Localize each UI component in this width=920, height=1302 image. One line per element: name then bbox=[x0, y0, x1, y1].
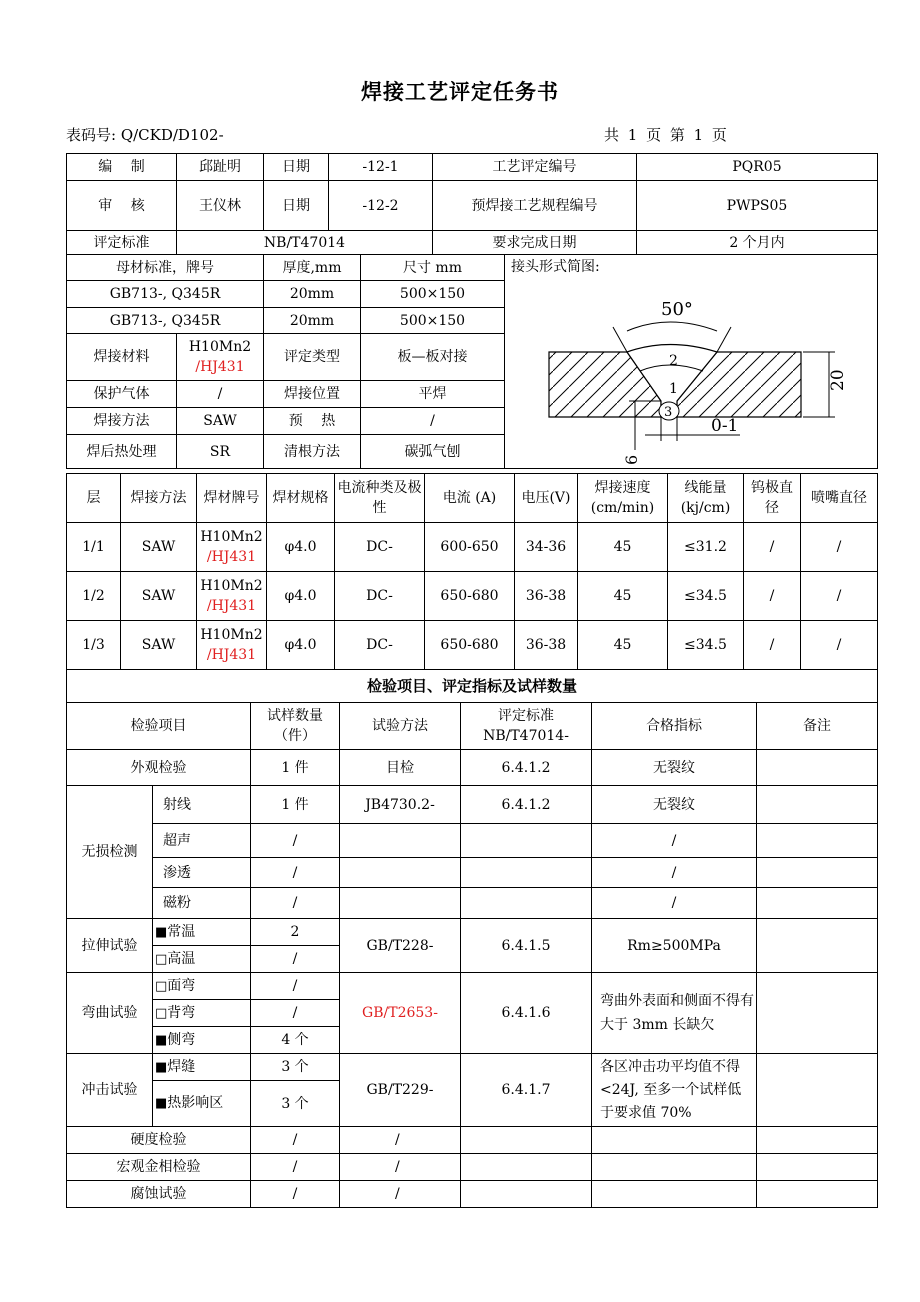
base-row-2-thk: 20mm bbox=[264, 308, 361, 334]
filler-line-2: /HJ431 bbox=[206, 598, 257, 614]
tungsten-dia: / bbox=[744, 523, 801, 572]
ndt-label: 无损检测 bbox=[67, 786, 153, 919]
mt-item: 磁粉 bbox=[153, 888, 251, 919]
ut-std bbox=[461, 824, 592, 858]
joint-diagram bbox=[505, 275, 869, 465]
pt-method bbox=[340, 858, 461, 888]
rt-item: 射线 bbox=[153, 786, 251, 824]
angle-label: 50° bbox=[661, 299, 693, 320]
visual-item: 外观检验 bbox=[67, 750, 251, 786]
impact-haz-item bbox=[153, 1081, 251, 1127]
heat-input: ≤34.5 bbox=[668, 621, 744, 670]
mt-note bbox=[757, 888, 878, 919]
type-value: 板—板对接 bbox=[361, 334, 505, 381]
material-line-2: /HJ431 bbox=[195, 359, 245, 375]
document-title: 焊接工艺评定任务书 bbox=[361, 80, 559, 104]
impact-criteria: 各区冲击功平均值不得<24J, 至多一个试样低于要求值 70% bbox=[592, 1054, 757, 1127]
base-row-1-std: GB713-, Q345R bbox=[67, 281, 264, 308]
diagram-label: 接头形式简图: bbox=[511, 259, 600, 275]
param-header: 焊接方法 bbox=[121, 474, 197, 523]
polarity: DC- bbox=[335, 572, 425, 621]
pt-item: 渗透 bbox=[153, 858, 251, 888]
date-label: 日期 bbox=[264, 154, 329, 181]
rt-qty: 1 件 bbox=[251, 786, 340, 824]
bend-face-qty: / bbox=[251, 973, 340, 1000]
rt-std: 6.4.1.2 bbox=[461, 786, 592, 824]
params-table bbox=[66, 473, 878, 670]
nozzle-dia: / bbox=[801, 621, 878, 670]
corrosion-method: / bbox=[340, 1181, 461, 1208]
h-std-line-1: 评定标准 bbox=[498, 708, 554, 724]
type-label: 评定类型 bbox=[264, 334, 361, 381]
position-value: 平焊 bbox=[361, 381, 505, 408]
impact-haz-label: 热影响区 bbox=[167, 1095, 224, 1111]
travel-speed: 45 bbox=[578, 572, 668, 621]
tensile-rt-item bbox=[153, 919, 251, 946]
h-qty bbox=[251, 703, 340, 750]
weld-method: SAW bbox=[121, 621, 197, 670]
impact-weld-item bbox=[153, 1054, 251, 1081]
prepared-date: -12-1 bbox=[329, 154, 433, 181]
mt-criteria: / bbox=[592, 888, 757, 919]
pass-2-label: 2 bbox=[669, 353, 678, 369]
layer: 1/1 bbox=[67, 523, 121, 572]
macro-method: / bbox=[340, 1154, 461, 1181]
base-row-2-std: GB713-, Q345R bbox=[67, 308, 264, 334]
heat-input: ≤34.5 bbox=[668, 572, 744, 621]
pqr-no: PQR05 bbox=[637, 154, 878, 181]
nozzle-dia: / bbox=[801, 572, 878, 621]
hardness-criteria bbox=[592, 1127, 757, 1154]
bend-side-qty: 4 个 bbox=[251, 1027, 340, 1054]
hardness-item: 硬度检验 bbox=[67, 1127, 251, 1154]
tensile-method: GB/T228- bbox=[340, 919, 461, 973]
pqr-label: 工艺评定编号 bbox=[433, 154, 637, 181]
filler-spec: φ4.0 bbox=[267, 523, 335, 572]
due-label: 要求完成日期 bbox=[433, 231, 637, 255]
current: 650-680 bbox=[425, 572, 515, 621]
impact-weld-label: 焊缝 bbox=[167, 1058, 196, 1075]
date-label-2: 日期 bbox=[264, 181, 329, 231]
prepared-label: 编 制 bbox=[67, 154, 177, 181]
base-thk-header: 厚度,mm bbox=[264, 255, 361, 281]
gap-label: 0-1 bbox=[711, 416, 739, 436]
ut-note bbox=[757, 824, 878, 858]
macro-item: 宏观金相检验 bbox=[67, 1154, 251, 1181]
macro-qty: / bbox=[251, 1154, 340, 1181]
tensile-rt-qty: 2 bbox=[251, 919, 340, 946]
ut-item: 超声 bbox=[153, 824, 251, 858]
hardness-method: / bbox=[340, 1127, 461, 1154]
param-header: 焊接速度(cm/min) bbox=[578, 474, 668, 523]
impact-method: GB/T229- bbox=[340, 1054, 461, 1127]
h-std bbox=[461, 703, 592, 750]
visual-std: 6.4.1.2 bbox=[461, 750, 592, 786]
pt-criteria: / bbox=[592, 858, 757, 888]
voltage: 36-38 bbox=[515, 621, 578, 670]
impact-label: 冲击试验 bbox=[67, 1054, 153, 1127]
layer: 1/3 bbox=[67, 621, 121, 670]
corrosion-note bbox=[757, 1181, 878, 1208]
rt-method: JB4730.2- bbox=[340, 786, 461, 824]
visual-method: 目检 bbox=[340, 750, 461, 786]
heat-input: ≤31.2 bbox=[668, 523, 744, 572]
tungsten-dia: / bbox=[744, 572, 801, 621]
tungsten-dia: / bbox=[744, 621, 801, 670]
base-std-header: 母材标准，牌号 bbox=[67, 255, 264, 281]
param-row bbox=[67, 621, 878, 670]
position-label: 焊接位置 bbox=[264, 381, 361, 408]
ut-method bbox=[340, 824, 461, 858]
unchecked-box-icon: □ bbox=[155, 951, 168, 967]
method-label: 焊接方法 bbox=[67, 408, 177, 435]
param-header: 电压(V) bbox=[515, 474, 578, 523]
bend-side-item bbox=[153, 1027, 251, 1054]
param-header: 钨极直径 bbox=[744, 474, 801, 523]
form-code: 表码号: Q/CKD/D102- bbox=[66, 126, 224, 144]
h-item: 检验项目 bbox=[67, 703, 251, 750]
impact-std: 6.4.1.7 bbox=[461, 1054, 592, 1127]
filler bbox=[197, 572, 267, 621]
corrosion-std bbox=[461, 1181, 592, 1208]
preheat-label: 预 热 bbox=[264, 408, 361, 435]
gas-value: / bbox=[177, 381, 264, 408]
macro-criteria bbox=[592, 1154, 757, 1181]
bend-root-item bbox=[153, 1000, 251, 1027]
h-std-line-2: NB/T47014- bbox=[483, 728, 569, 744]
param-header: 层 bbox=[67, 474, 121, 523]
mt-method bbox=[340, 888, 461, 919]
base-size-header: 尺寸 mm bbox=[361, 255, 505, 281]
gas-label: 保护气体 bbox=[67, 381, 177, 408]
macro-note bbox=[757, 1154, 878, 1181]
ut-criteria: / bbox=[592, 824, 757, 858]
param-header: 线能量(kj/cm) bbox=[668, 474, 744, 523]
thickness-label: 20 bbox=[828, 369, 848, 391]
checked-box-icon: ■ bbox=[155, 1032, 168, 1048]
weld-method: SAW bbox=[121, 572, 197, 621]
param-header: 焊材规格 bbox=[267, 474, 335, 523]
checked-box-icon: ■ bbox=[155, 1096, 168, 1111]
bend-face-item bbox=[153, 973, 251, 1000]
material-label: 焊接材料 bbox=[67, 334, 177, 381]
h-method: 试验方法 bbox=[340, 703, 461, 750]
corrosion-criteria bbox=[592, 1181, 757, 1208]
param-header: 喷嘴直径 bbox=[801, 474, 878, 523]
filler-line-2: /HJ431 bbox=[206, 647, 257, 663]
filler-line-1: H10Mn2 bbox=[200, 578, 263, 594]
bend-std: 6.4.1.6 bbox=[461, 973, 592, 1054]
unchecked-box-icon: □ bbox=[155, 978, 168, 994]
filler-spec: φ4.0 bbox=[267, 572, 335, 621]
current: 600-650 bbox=[425, 523, 515, 572]
tensile-label: 拉伸试验 bbox=[67, 919, 153, 973]
reviewed-by: 王仪林 bbox=[177, 181, 264, 231]
base-row-1-thk: 20mm bbox=[264, 281, 361, 308]
ut-qty: / bbox=[251, 824, 340, 858]
layer: 1/2 bbox=[67, 572, 121, 621]
mt-qty: / bbox=[251, 888, 340, 919]
impact-haz-qty: 3 个 bbox=[251, 1081, 340, 1127]
unchecked-box-icon: □ bbox=[155, 1005, 168, 1021]
method-value: SAW bbox=[177, 408, 264, 435]
param-header: 电流 (A) bbox=[425, 474, 515, 523]
rt-criteria: 无裂纹 bbox=[592, 786, 757, 824]
polarity: DC- bbox=[335, 523, 425, 572]
visual-qty: 1 件 bbox=[251, 750, 340, 786]
rt-note bbox=[757, 786, 878, 824]
root-face-label: 6 bbox=[622, 454, 641, 465]
pt-qty: / bbox=[251, 858, 340, 888]
pwps-label: 预焊接工艺规程编号 bbox=[433, 181, 637, 231]
joint-diagram-cell bbox=[505, 255, 878, 469]
tensile-ht-item bbox=[153, 946, 251, 973]
gouge-label: 清根方法 bbox=[264, 435, 361, 469]
bend-method: GB/T2653- bbox=[340, 973, 461, 1054]
bend-root-qty: / bbox=[251, 1000, 340, 1027]
pwht-value: SR bbox=[177, 435, 264, 469]
material-value bbox=[177, 334, 264, 381]
bend-note bbox=[757, 973, 878, 1054]
param-row bbox=[67, 523, 878, 572]
filler bbox=[197, 523, 267, 572]
tensile-ht-qty: / bbox=[251, 946, 340, 973]
filler-line-2: /HJ431 bbox=[206, 549, 257, 565]
filler bbox=[197, 621, 267, 670]
voltage: 34-36 bbox=[515, 523, 578, 572]
standard-label: 评定标准 bbox=[67, 231, 177, 255]
tensile-std: 6.4.1.5 bbox=[461, 919, 592, 973]
material-line-1: H10Mn2 bbox=[188, 339, 252, 355]
reviewed-label: 审 核 bbox=[67, 181, 177, 231]
param-header: 电流种类及极性 bbox=[335, 474, 425, 523]
current: 650-680 bbox=[425, 621, 515, 670]
impact-weld-qty: 3 个 bbox=[251, 1054, 340, 1081]
filler-spec: φ4.0 bbox=[267, 621, 335, 670]
hardness-note bbox=[757, 1127, 878, 1154]
travel-speed: 45 bbox=[578, 621, 668, 670]
inspection-table bbox=[66, 669, 878, 1208]
param-header: 焊材牌号 bbox=[197, 474, 267, 523]
inspection-section-title: 检验项目、评定指标及试样数量 bbox=[67, 670, 878, 703]
travel-speed: 45 bbox=[578, 523, 668, 572]
prepared-by: 邱趾明 bbox=[177, 154, 264, 181]
bend-root-label: 背弯 bbox=[167, 1004, 196, 1021]
base-row-1-size: 500×150 bbox=[361, 281, 505, 308]
checked-box-icon: ■ bbox=[155, 1059, 168, 1075]
mt-std bbox=[461, 888, 592, 919]
due-value: 2 个月内 bbox=[637, 231, 878, 255]
tensile-criteria: Rm≥500MPa bbox=[592, 919, 757, 973]
gouge-value: 碳弧气刨 bbox=[361, 435, 505, 469]
bend-face-label: 面弯 bbox=[167, 977, 196, 994]
visual-criteria: 无裂纹 bbox=[592, 750, 757, 786]
reviewed-date: -12-2 bbox=[329, 181, 433, 231]
corrosion-item: 腐蚀试验 bbox=[67, 1181, 251, 1208]
weld-method: SAW bbox=[121, 523, 197, 572]
pt-note bbox=[757, 858, 878, 888]
h-criteria: 合格指标 bbox=[592, 703, 757, 750]
visual-note bbox=[757, 750, 878, 786]
filler-line-1: H10Mn2 bbox=[200, 529, 263, 545]
pass-1-label: 1 bbox=[669, 381, 678, 397]
bend-label: 弯曲试验 bbox=[67, 973, 153, 1054]
pass-3-label: 3 bbox=[664, 405, 673, 420]
param-row bbox=[67, 572, 878, 621]
voltage: 36-38 bbox=[515, 572, 578, 621]
h-qty-line-1: 试样数量 bbox=[267, 708, 323, 724]
h-qty-line-2: （件） bbox=[274, 728, 316, 744]
tensile-ht-label: 高温 bbox=[167, 950, 196, 967]
pwht-label: 焊后热处理 bbox=[67, 435, 177, 469]
hardness-qty: / bbox=[251, 1127, 340, 1154]
impact-note bbox=[757, 1054, 878, 1127]
macro-std bbox=[461, 1154, 592, 1181]
pwps-no: PWPS05 bbox=[637, 181, 878, 231]
bend-side-label: 侧弯 bbox=[167, 1031, 196, 1048]
h-note: 备注 bbox=[757, 703, 878, 750]
preheat-value: / bbox=[361, 408, 505, 435]
base-row-2-size: 500×150 bbox=[361, 308, 505, 334]
corrosion-qty: / bbox=[251, 1181, 340, 1208]
filler-line-1: H10Mn2 bbox=[200, 627, 263, 643]
tensile-rt-label: 常温 bbox=[167, 923, 196, 940]
standard-value: NB/T47014 bbox=[177, 231, 433, 255]
tensile-note bbox=[757, 919, 878, 973]
hardness-std bbox=[461, 1127, 592, 1154]
checked-box-icon: ■ bbox=[155, 924, 168, 940]
header-table bbox=[66, 153, 878, 469]
bend-criteria: 弯曲外表面和侧面不得有大于 3mm 长缺欠 bbox=[592, 973, 757, 1054]
polarity: DC- bbox=[335, 621, 425, 670]
nozzle-dia: / bbox=[801, 523, 878, 572]
page-info: 共 1 页 第 1 页 bbox=[604, 126, 727, 144]
pt-std bbox=[461, 858, 592, 888]
